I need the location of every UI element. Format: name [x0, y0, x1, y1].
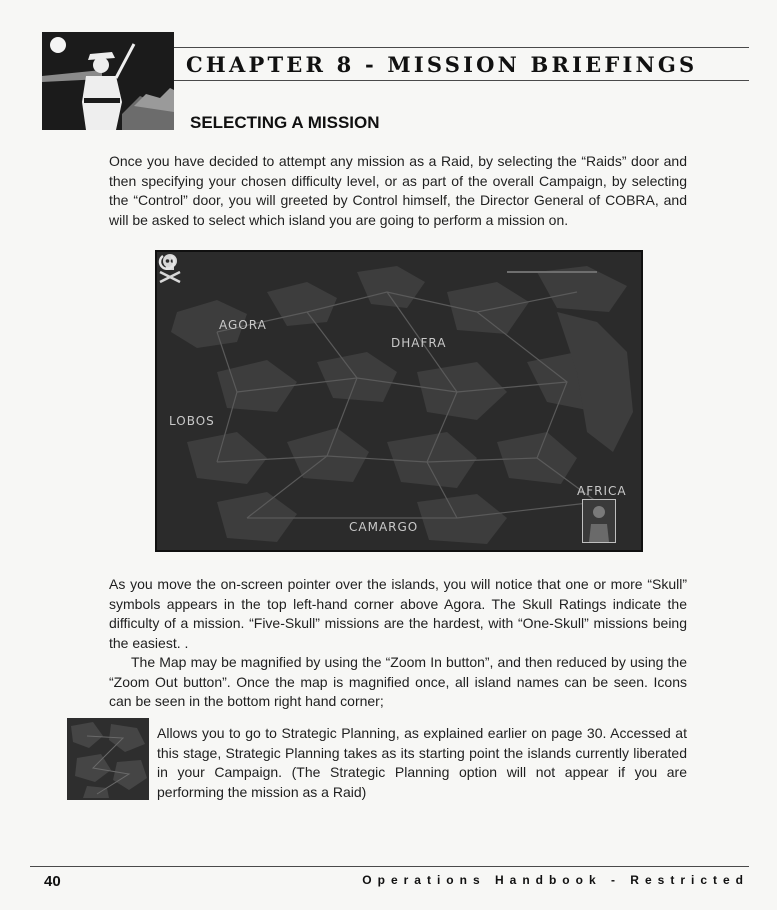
- strategic-planning-description: Allows you to go to Strategic Planning, as explained earlier on page 30. Accessed at this stage, Strategic Planning takes as its starting point the islands currently liberated in your Campaign. (The Strategic Planning option will not appear if you are performing the mission as a Raid): [157, 725, 687, 800]
- page-number: 40: [44, 873, 61, 890]
- footer-rule: [30, 866, 749, 867]
- island-label-lobos[interactable]: LOBOS: [169, 414, 215, 428]
- strategic-map-texture: [67, 718, 149, 800]
- africa-portrait-icon[interactable]: [582, 499, 616, 543]
- region-label-africa[interactable]: AFRICA: [577, 484, 627, 498]
- portrait-figure: [583, 500, 615, 542]
- island-label-camargo[interactable]: CAMARGO: [349, 520, 419, 534]
- header-rule-top: [174, 47, 749, 48]
- island-label-agora[interactable]: AGORA: [219, 318, 267, 332]
- intro-paragraph: Once you have decided to attempt any mission as a Raid, by selecting the “Raids” door and then specifying your chosen difficulty level, or as part of the overall Campaign, by selecting the “Control” door, you will greeted by Control himself, the Director General of COBRA, and will be asked to select which island you are going to perform a mission on.: [109, 153, 687, 228]
- chapter-title: CHAPTER 8 - MISSION BRIEFINGS: [186, 52, 698, 77]
- skull-rating-paragraph: As you move the on-screen pointer over the islands, you will notice that one or more “Skull” symbols appears in the top left-hand corner above Agora. The Skull Ratings indicate the difficulty of a mission. “Five-Skull” missions are the hardest, with “One-Skull” missions being the easiest. .: [109, 576, 687, 651]
- pointer-cursor-icon: [157, 252, 177, 274]
- chapter-emblem-image: [42, 32, 174, 130]
- map-terrain: [157, 252, 643, 552]
- zoom-paragraph: The Map may be magnified by using the “Zoom In button”, and then reduced by using the “Zoom Out button”. Once the map is magnified once, all island names can be seen. Icons can be seen in the bottom right hand corner;: [109, 654, 687, 709]
- header-rule-bottom: [174, 80, 749, 81]
- strategic-planning-icon: [67, 718, 149, 800]
- island-label-dhafra[interactable]: DHAFRA: [391, 336, 447, 350]
- footer-text: Operations Handbook - Restricted: [362, 873, 749, 887]
- island-map-screenshot: [155, 250, 643, 552]
- section-heading: SELECTING A MISSION: [190, 113, 380, 132]
